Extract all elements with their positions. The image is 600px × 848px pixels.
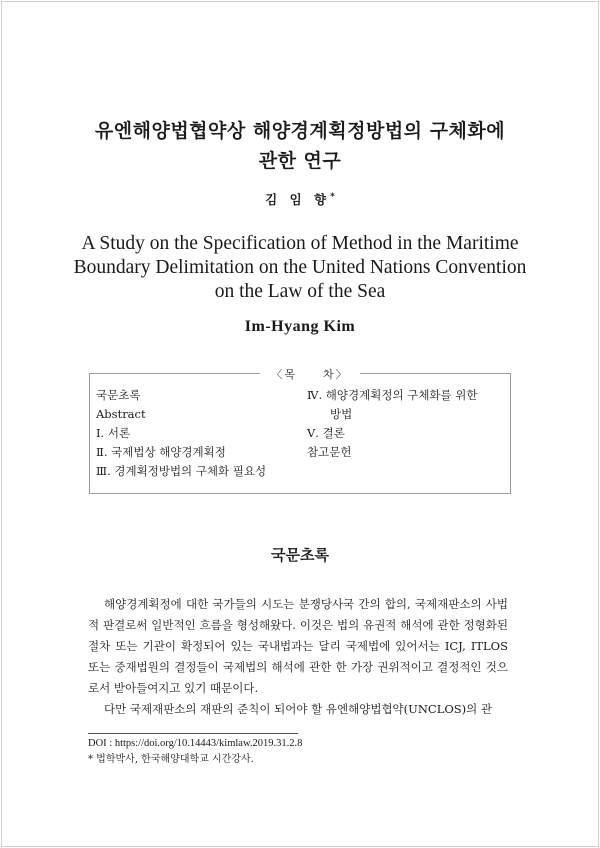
english-title-line-2: Boundary Delimitation on the United Nations Convention [73, 257, 527, 278]
toc-heading: 〈목 차〉 [260, 366, 360, 382]
korean-author [0, 190, 600, 208]
author-footnote: * 법학박사, 한국해양대학교 시간강사. [88, 754, 254, 765]
toc-item[interactable]: Ⅴ. 결론 [307, 426, 345, 440]
english-author: Im-Hyang Kim [244, 318, 356, 335]
toc-item[interactable]: Ⅰ. 서론 [96, 426, 131, 440]
toc-left-column [96, 386, 266, 481]
korean-title-line-2: 관한 연구 [258, 150, 342, 172]
toc-item[interactable]: 국문초록 [96, 388, 141, 402]
footnote-rule [88, 733, 298, 734]
abstract-heading: 국문초록 [271, 546, 329, 564]
toc-item-continuation[interactable]: 방법 [307, 407, 353, 421]
toc-item[interactable]: Ⅱ. 국제법상 해양경계획정 [96, 445, 226, 459]
toc-item[interactable]: Abstract [96, 407, 146, 421]
toc-item[interactable]: Ⅳ. 해양경계획정의 구체화를 위한 [307, 388, 478, 402]
toc-item[interactable]: Ⅲ. 경계획정방법의 구체화 필요성 [96, 464, 267, 478]
toc-item[interactable]: 참고문헌 [307, 445, 352, 459]
author-footnote-mark: * [330, 191, 335, 202]
korean-title-line-1: 유엔해양법협약상 해양경계획정방법의 구체화에 [94, 120, 506, 142]
korean-author-name: 김 임 향 [265, 192, 331, 207]
doi-footnote[interactable]: DOI : https://doi.org/10.14443/kimlaw.2019.31.2.8 [88, 738, 303, 749]
english-title-line-1: A Study on the Specification of Method in the Maritime [81, 233, 519, 254]
toc-right-column [307, 386, 478, 462]
abstract-paragraph-2: 다만 국제재판소의 재판의 준칙이 되어야 할 유엔해양법협약(UNCLOS)의 관 [104, 702, 492, 716]
english-title-line-3: on the Law of the Sea [214, 281, 386, 302]
abstract-paragraph-1: 해양경계획정에 대한 국가들의 시도는 분쟁당사국 간의 합의, 국제재판소의 사법적 판결로써 일반적인 흐름을 형성해왔다. 이것은 법의 유권적 해석에 관한 정형화된 절차 또는 기관이 확정되어 있는 국내법과는 달리 국제법에 있어서는 ICJ, ITLOS 또는 중재법원의 결정들이 국제법의 해석에 관한 한 가장 권위적이고 결정적인 것으로서 받아들여지고 있기 때문이다. [88, 597, 508, 695]
